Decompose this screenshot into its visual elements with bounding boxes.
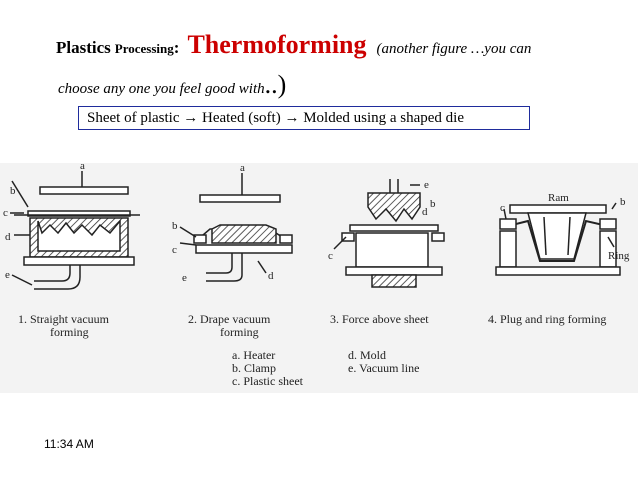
- label-a-1: a: [80, 163, 85, 172]
- title-note: (another figure …you can: [376, 41, 532, 57]
- caption-2-line1: 2. Drape vacuum: [188, 312, 271, 326]
- title-plastics: Plastics: [56, 38, 111, 57]
- title-thermoforming: Thermoforming: [187, 30, 367, 59]
- caption-1-line1: 1. Straight vacuum: [18, 312, 109, 326]
- label-b-1: b: [10, 185, 16, 197]
- legend-b: b. Clamp: [232, 361, 276, 375]
- label-a-2: a: [240, 163, 245, 174]
- label-b-4: b: [620, 196, 626, 208]
- process-summary-box: [78, 106, 530, 130]
- process-step-1: Sheet of plastic: [87, 110, 180, 126]
- label-ram: Ram: [548, 192, 569, 204]
- label-d-3: d: [422, 206, 428, 218]
- title-note-text: choose any one you feel good with: [58, 81, 265, 97]
- process-step-2: Heated (soft): [201, 110, 281, 126]
- label-e-2: e: [182, 272, 187, 284]
- legend-e: e. Vacuum line: [348, 361, 420, 375]
- title-note-line2: [58, 70, 286, 100]
- legend-a: a. Heater: [232, 348, 276, 362]
- legend-c: c. Plastic sheet: [232, 374, 303, 388]
- label-ring: Ring: [608, 250, 630, 262]
- title-note-end: ..): [264, 70, 287, 99]
- label-c-4: c: [500, 202, 505, 214]
- diagram-force-above: [334, 179, 444, 287]
- label-c-1: c: [3, 207, 8, 219]
- caption-2-line2: forming: [220, 325, 259, 339]
- arrow-icon: →: [183, 110, 199, 126]
- label-c-2: c: [172, 244, 177, 256]
- process-step-3: Molded using a shaped die: [303, 110, 465, 126]
- label-d-1: d: [5, 231, 11, 243]
- title-processing: Processing: [114, 41, 174, 56]
- caption-3: 3. Force above sheet: [330, 312, 429, 326]
- label-b-3: b: [430, 198, 436, 210]
- diagram-straight-vacuum: [10, 171, 140, 289]
- slide-title: [56, 30, 531, 60]
- thermoforming-diagram: [0, 163, 638, 393]
- caption-1-line2: forming: [50, 325, 89, 339]
- label-b-2: b: [172, 220, 178, 232]
- arrow-icon: →: [284, 110, 300, 126]
- diagram-drape-vacuum: [180, 173, 292, 281]
- label-e-1: e: [5, 269, 10, 281]
- caption-4: 4. Plug and ring forming: [488, 312, 607, 326]
- label-c-3: c: [328, 250, 333, 262]
- label-e-3: e: [424, 179, 429, 191]
- slide-timestamp: 11:34 AM: [44, 437, 94, 451]
- diagram-plug-ring: [496, 203, 620, 275]
- thermoforming-figure: [0, 163, 638, 393]
- title-colon: :: [173, 38, 180, 57]
- label-d-2: d: [268, 270, 274, 282]
- legend-d: d. Mold: [348, 348, 387, 362]
